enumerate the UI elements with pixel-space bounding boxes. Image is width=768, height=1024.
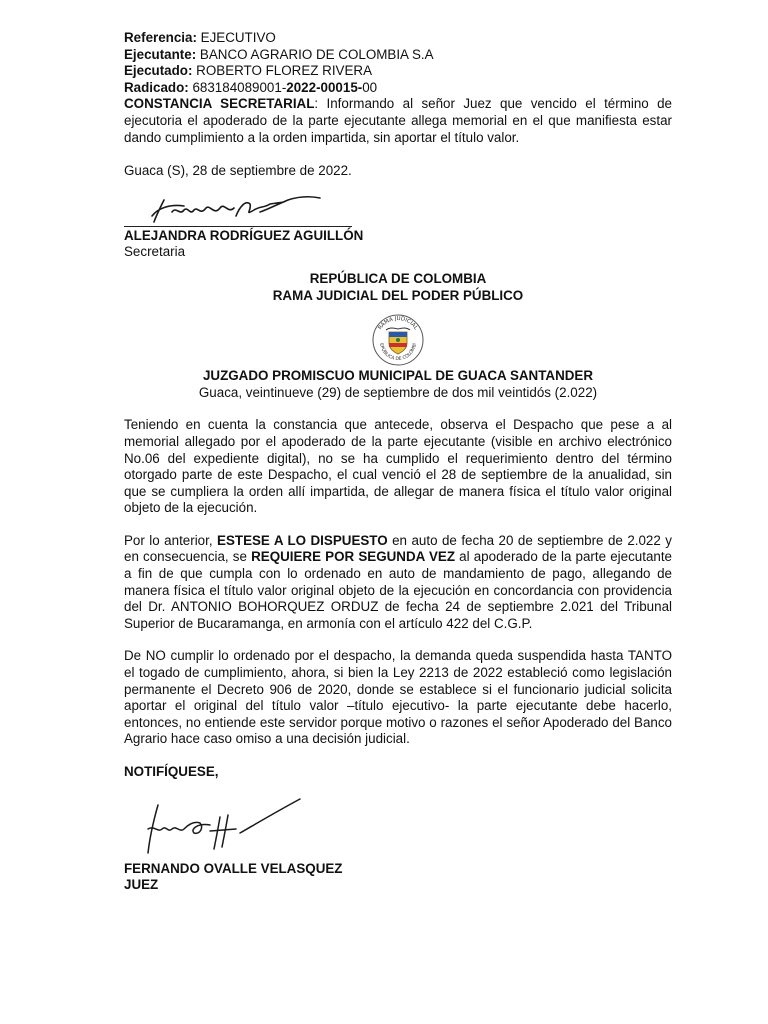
svg-text:RAMA JUDICIAL: RAMA JUDICIAL: [377, 316, 419, 332]
judge-name: FERNANDO OVALLE VELASQUEZ: [124, 860, 343, 876]
ejecutado-line: Ejecutado: ROBERTO FLOREZ RIVERA: [124, 63, 373, 79]
institution-line1: REPÚBLICA DE COLOMBIA: [309, 270, 487, 286]
body-paragraph-1: Teniendo en cuenta la constancia que antecede, observa el Despacho que pese a al memorial allegado por el apoderado de la parte ejecutante (visible en archivo electrónico No.06 del expediente digital), no se ha cumplido el requerimiento dentro del término otorgado parte de este Despacho, el cual venció el 28 de septiembre de la anualidad, sin que se cumpliera la orden allí impartida, de allegar de manera física el título valor original objeto de la ejecución.: [124, 417, 672, 516]
radicado-line: Radicado: 683184089001-2022-00015-00: [124, 79, 378, 95]
secretary-block: [124, 228, 672, 261]
place-date: Guaca (S), 28 de septiembre de 2022.: [124, 163, 352, 179]
institution-block: [124, 271, 672, 304]
court-date: Guaca, veintinueve (29) de septiembre de dos mil veintidós (2.022): [198, 384, 598, 400]
judge-role: JUEZ: [124, 877, 159, 893]
constancia-paragraph: CONSTANCIA SECRETARIAL: Informando al señor Juez que vencido el término de ejecutoria el apoderado de la parte ejecutante allega memorial en el que manifiesta estar dando cumplimiento a la orden impartida, sin aportar el título valor.: [124, 96, 673, 145]
judge-signature: [124, 795, 324, 861]
judge-signature-drawing: [124, 795, 324, 861]
secretary-role: Secretaria: [124, 244, 186, 260]
ejecutante-line: Ejecutante: BANCO AGRARIO DE COLOMBIA S.A: [124, 46, 434, 62]
referencia-line: Referencia: EJECUTIVO: [124, 30, 276, 45]
body-paragraph-3: De NO cumplir lo ordenado por el despacho, la demanda queda suspendida hasta TANTO el togado de cumplimiento, ahora, si bien la Ley 2213 de 2022 estableció como legislación permanente el Decreto 906 de 2020, donde se establece si el funcionario judicial solicita aportar el original del título valor –título ejecutivo- la parte ejecutante debe hacerlo, entonces, no entiende este servidor porque motivo o razones el señor Apoderado del Banco Agrario hace caso omiso a una decisión judicial.: [124, 648, 672, 747]
case-header: [124, 30, 672, 96]
secretary-signature: [124, 186, 354, 228]
secretary-signature-drawing: [124, 186, 354, 228]
institution-line2: RAMA JUDICIAL DEL PODER PÚBLICO: [272, 287, 524, 303]
court-block: [124, 368, 672, 401]
body-paragraph-2: Por lo anterior, ESTESE A LO DISPUESTO en auto de fecha 20 de septiembre de 2.022 y en consecuencia, se REQUIERE POR SEGUNDA VEZ al apoderado de la parte ejecutante a fin de que cumpla con lo ordenado en auto de mandamiento de pago, allegando de manera física el título valor original objeto de la ejecución en concordancia con providencia del Dr. ANTONIO BOHORQUEZ ORDUZ de fecha 24 de septiembre 2.021 del Tribunal Superior de Bucaramanga, en armonía con el artículo 422 del C.G.P.: [124, 532, 672, 631]
judge-block: [124, 861, 672, 894]
closing-notifiquese: NOTIFÍQUESE,: [124, 764, 219, 779]
document-page: [124, 30, 672, 894]
svg-text:REPÚBLICA DE COLOMBIA: EPÚBLICA DE COLOMBI: [378, 343, 418, 363]
secretary-name: ALEJANDRA RODRÍGUEZ AGUILLÓN: [124, 227, 364, 243]
signature-line: [124, 226, 352, 227]
emblem-container: [124, 312, 672, 368]
court-name: JUZGADO PROMISCUO MUNICIPAL DE GUACA SANTANDER: [202, 368, 594, 384]
rama-judicial-emblem-icon: [370, 312, 426, 368]
